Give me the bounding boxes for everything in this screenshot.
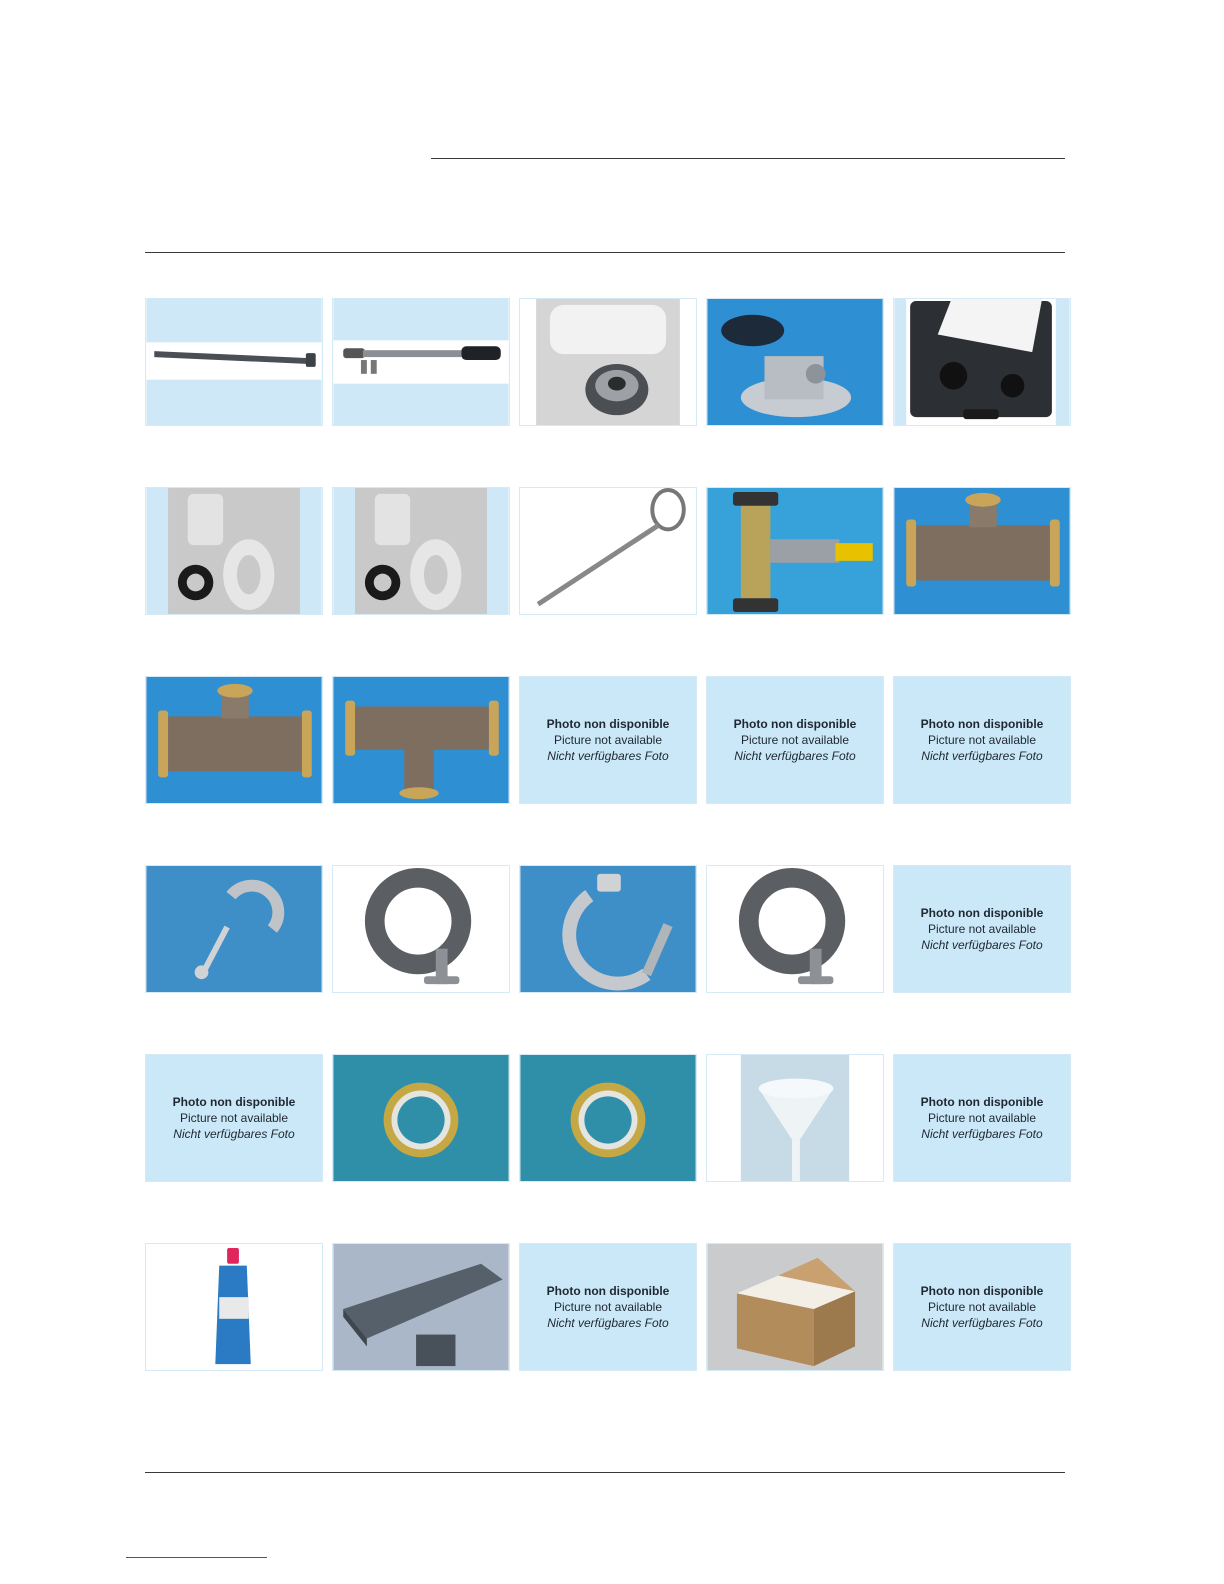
hinged-clamp-small-icon [146,866,322,992]
valve-clamp-kit-icon [146,488,322,614]
centering-ring-icon [333,1055,509,1181]
photo-valve-clamp-kit-2 [332,487,510,615]
photo-pipe-tee-1 [893,487,1071,615]
cylinder-flange-icon [520,299,696,425]
torque-wrench-icon [333,299,509,425]
centering-ring-icon [520,1055,696,1181]
funnel-icon [707,1055,883,1181]
title-rule [431,158,1065,159]
pipe-tee-icon [894,488,1070,614]
placeholder-line2: Picture not available [740,733,850,747]
photo-long-bolt [145,298,323,426]
photo-cardboard-box [706,1243,884,1371]
photo-open-clamp [519,865,697,993]
placeholder-line2: Picture not available [927,1111,1037,1125]
placeholder-line2: Picture not available [927,733,1037,747]
placeholder-line3: Nicht verfügbares Foto [921,1316,1043,1330]
valve-clamp-kit-icon [333,488,509,614]
placeholder-line3: Nicht verfügbares Foto [734,749,856,763]
placeholder-line1: Photo non disponible [172,1095,296,1109]
pipe-tee-icon [146,677,322,803]
grease-tube-icon [146,1244,322,1370]
brass-valve-icon [707,488,883,614]
pipe-tee-down-icon [333,677,509,803]
placeholder-line1: Photo non disponible [920,1095,1044,1109]
placeholder-line3: Nicht verfügbares Foto [921,938,1043,952]
open-clamp-icon [520,866,696,992]
placeholder-line2: Picture not available [553,733,663,747]
photo-hinged-clamp-2 [706,865,884,993]
photo-grease-tube [145,1243,323,1371]
photo-hinged-clamp-small [145,865,323,993]
placeholder-line3: Nicht verfügbares Foto [921,1127,1043,1141]
photo-flange-disc-assembly [706,298,884,426]
photo-tool-case [893,298,1071,426]
tool-case-icon [894,299,1070,425]
placeholder-line2: Picture not available [179,1111,289,1125]
photo-placeholder [519,1243,697,1371]
photo-placeholder [893,1243,1071,1371]
photo-placeholder [893,865,1071,993]
header-rule [145,252,1065,253]
footer-link-underline[interactable] [126,1557,267,1558]
photo-placeholder [519,676,697,804]
placeholder-line2: Picture not available [927,922,1037,936]
hook-key-icon [520,488,696,614]
placeholder-line1: Photo non disponible [920,1284,1044,1298]
photo-placeholder [145,1054,323,1182]
photo-pipe-tee-2 [145,676,323,804]
placeholder-line3: Nicht verfügbares Foto [547,1316,669,1330]
placeholder-line1: Photo non disponible [546,717,670,731]
placeholder-line1: Photo non disponible [546,1284,670,1298]
flange-disc-assembly-icon [707,299,883,425]
photo-hook-key [519,487,697,615]
placeholder-line3: Nicht verfügbares Foto [547,749,669,763]
photo-brass-valve [706,487,884,615]
hinged-clamp-icon [333,866,509,992]
footer-rule [145,1472,1065,1473]
photo-centering-ring-2 [519,1054,697,1182]
placeholder-line2: Picture not available [927,1300,1037,1314]
photo-placeholder [706,676,884,804]
hinged-clamp-icon [707,866,883,992]
placeholder-line3: Nicht verfügbares Foto [921,749,1043,763]
photo-placeholder [893,676,1071,804]
photo-hinged-clamp-1 [332,865,510,993]
placeholder-line1: Photo non disponible [733,717,857,731]
placeholder-line2: Picture not available [553,1300,663,1314]
photo-cylinder-flange [519,298,697,426]
placeholder-line1: Photo non disponible [920,717,1044,731]
rubber-pad-icon [333,1244,509,1370]
photo-valve-clamp-kit-1 [145,487,323,615]
placeholder-line3: Nicht verfügbares Foto [173,1127,295,1141]
photo-pipe-tee-down [332,676,510,804]
placeholder-line1: Photo non disponible [920,906,1044,920]
photo-funnel [706,1054,884,1182]
long-bolt-icon [146,299,322,425]
photo-centering-ring-1 [332,1054,510,1182]
photo-placeholder [893,1054,1071,1182]
cardboard-box-icon [707,1244,883,1370]
photo-rubber-pad [332,1243,510,1371]
photo-torque-wrench [332,298,510,426]
